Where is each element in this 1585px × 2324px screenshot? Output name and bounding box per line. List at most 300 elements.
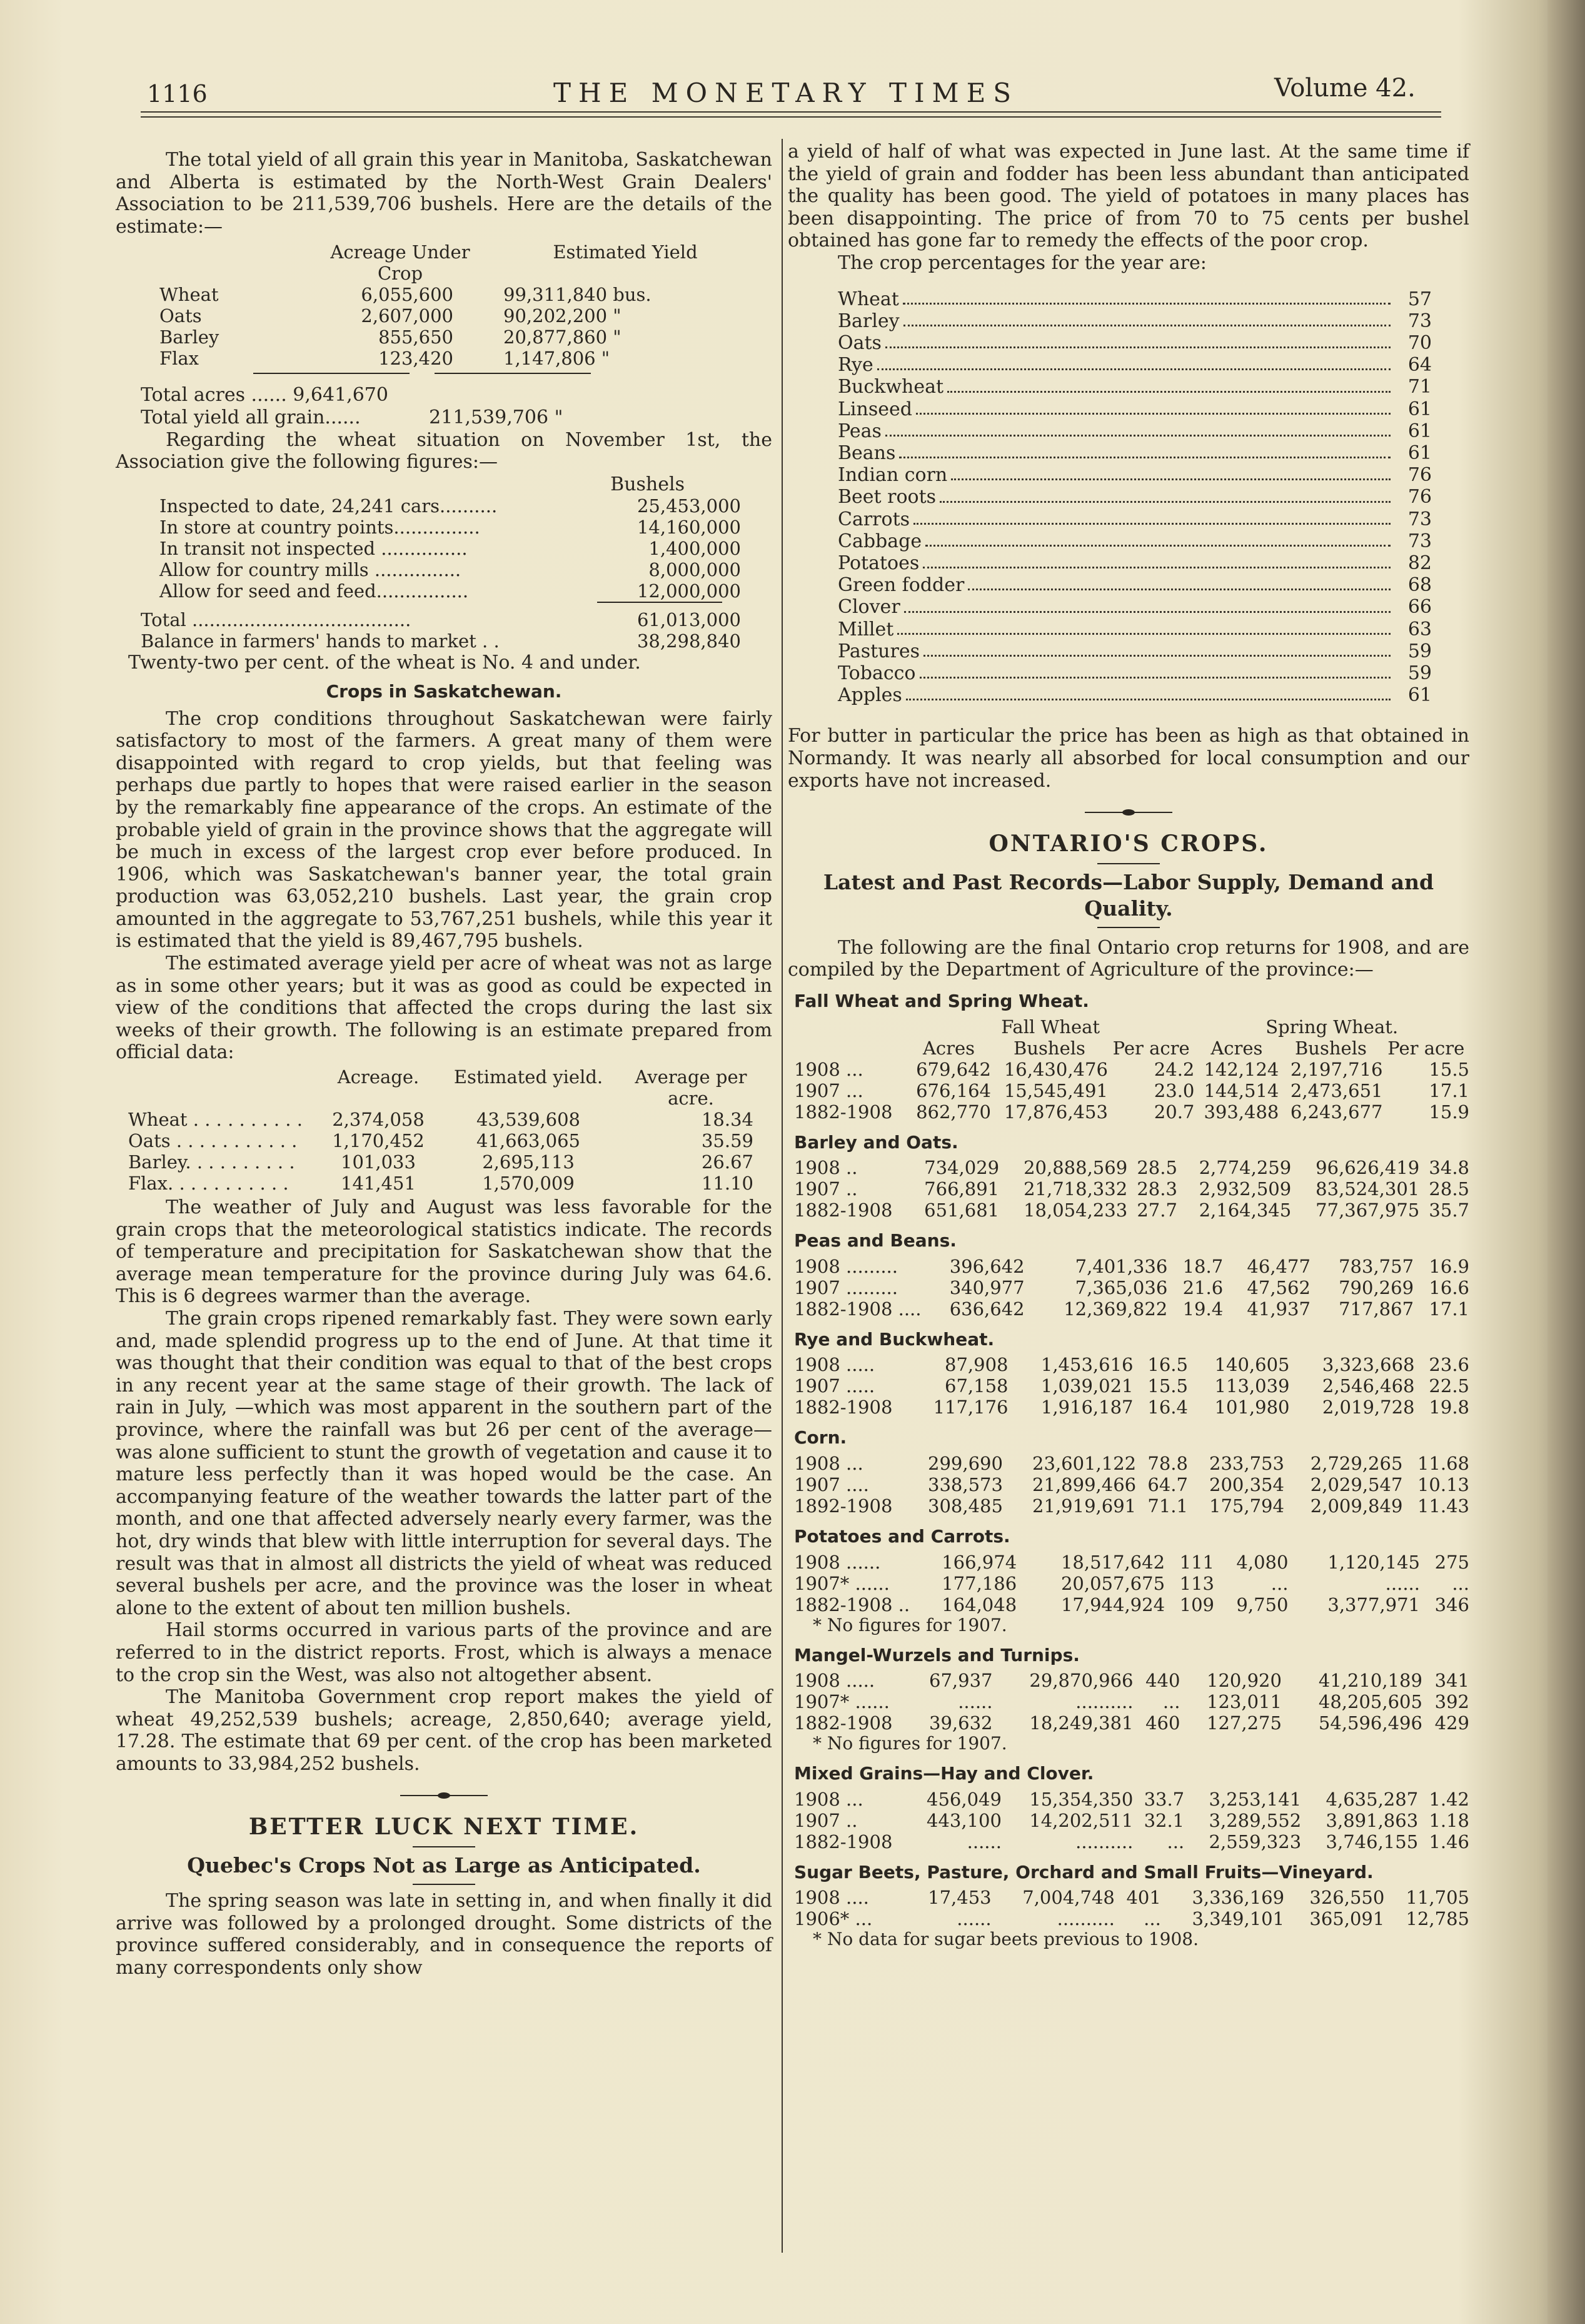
cell-value: 3,289,552 [1209, 1809, 1302, 1831]
group-header-row [788, 1016, 1469, 1038]
twenty-two-note: Twenty-two per cent. of the wheat is No. 4 and under. [128, 652, 641, 674]
wheat-situation-totals [116, 609, 772, 652]
cell-value: .......... [1075, 1831, 1134, 1852]
crop-name: Beet roots [838, 486, 937, 508]
yield-value: 1,570,009 [482, 1173, 575, 1195]
cell-value: 401 [1126, 1887, 1161, 1909]
cell-value: 2,019,728 [1322, 1397, 1415, 1418]
group-header-spring: Spring Wheat. [1265, 1016, 1399, 1038]
cell-value: ...... [957, 1908, 992, 1930]
percentage-value: 59 [1407, 662, 1432, 685]
table-row [788, 1691, 1469, 1712]
situation-value: 8,000,000 [648, 559, 741, 581]
cell-value: 101,980 [1214, 1397, 1290, 1418]
year-label: 1908 ... [794, 1788, 863, 1810]
grain-estimate-table [116, 241, 772, 369]
cell-value: 2,932,509 [1199, 1178, 1292, 1200]
column-header-row [788, 1038, 1469, 1059]
leader-dots [877, 354, 1391, 370]
acreage-value: 2,607,000 [361, 305, 453, 327]
cell-value: 24.2 [1154, 1058, 1195, 1080]
cell-value: ... [1271, 1572, 1289, 1594]
cell-value: 32.1 [1144, 1809, 1185, 1831]
crop-name: Beans [838, 442, 896, 464]
percentage-value: 82 [1407, 552, 1432, 574]
cell-value: 17.1 [1429, 1298, 1469, 1320]
year-label: 1882-1908 [794, 1397, 893, 1418]
year-label: 1908 .. [794, 1157, 858, 1179]
cell-value: 4,635,287 [1326, 1788, 1419, 1810]
table-row [116, 1173, 772, 1194]
sask-estimate-table [116, 1066, 772, 1194]
table-row [788, 1059, 1469, 1080]
t3-header-yield: Estimated yield. [453, 1066, 603, 1088]
cell-value: 113 [1179, 1572, 1214, 1594]
sask-paragraph-5: Hail storms occurred in various parts of the province and are referred to in the district reports. Frost, which is always a menace to the crop sin the West, was also not altogether absent. [116, 1619, 772, 1686]
avg-value: 26.67 [701, 1151, 753, 1173]
cell-value: ... [1144, 1908, 1161, 1930]
crop-table [788, 1256, 1469, 1320]
crop-name: Peas [838, 420, 882, 442]
cell-value: 429 [1434, 1712, 1469, 1734]
year-label: 1908 ..... [794, 1670, 875, 1692]
section-heading: Sugar Beets, Pasture, Orchard and Small Fruits—Vineyard. [794, 1861, 1374, 1882]
cell-value: 7,365,036 [1075, 1276, 1168, 1298]
yield-value: 2,695,113 [482, 1151, 575, 1173]
cell-value: 47,562 [1247, 1276, 1311, 1298]
leader-dots [906, 684, 1391, 700]
percentage-value: 76 [1407, 464, 1432, 487]
t2-rule [597, 602, 722, 603]
year-label: 1882-1908 .... [794, 1298, 922, 1320]
section-heading: Peas and Beans. [794, 1230, 957, 1251]
volume-label: Volume 42. [1274, 74, 1416, 103]
cell-value: 142,124 [1204, 1058, 1279, 1080]
percentage-row [838, 288, 1432, 310]
cell-value: 71.1 [1147, 1495, 1188, 1517]
cell-value: 29,870,966 [1029, 1670, 1134, 1692]
cell-value: 783,757 [1339, 1255, 1414, 1277]
cell-value: 19.4 [1182, 1298, 1224, 1320]
cell-value: 33.7 [1144, 1788, 1185, 1810]
year-label: 1892-1908 [794, 1495, 893, 1517]
total-yield-row [116, 407, 772, 429]
cell-value: 862,770 [916, 1101, 991, 1123]
year-label: 1882-1908 [794, 1831, 893, 1852]
percentages-list [838, 288, 1432, 707]
cell-value: 144,514 [1204, 1079, 1279, 1101]
leader-dots [904, 596, 1391, 612]
section-heading: Mixed Grains—Hay and Clover. [794, 1763, 1094, 1784]
cell-value: 734,029 [924, 1157, 1000, 1179]
crop-table [788, 1354, 1469, 1418]
acreage-value: 855,650 [378, 326, 453, 348]
section-heading: Barley and Oats. [794, 1131, 959, 1153]
cell-value: 766,891 [924, 1178, 1000, 1200]
cell-value: 19.8 [1429, 1397, 1469, 1418]
cell-value: 123,011 [1207, 1691, 1282, 1713]
cell-value: 2,164,345 [1199, 1200, 1292, 1221]
total-yield-label: Total yield all grain...... [141, 406, 361, 428]
cell-value: 16.9 [1429, 1255, 1469, 1277]
leader-dots [899, 442, 1391, 458]
cell-value: 443,100 [927, 1809, 1002, 1831]
table-row [116, 326, 772, 348]
t2-balance-label: Balance in farmers' hands to market . . [141, 630, 500, 652]
year-label: 1882-1908 .. [794, 1594, 910, 1615]
cell-value: 11.68 [1417, 1452, 1469, 1474]
crop-table [788, 1552, 1469, 1615]
cell-value: 2,546,468 [1322, 1375, 1415, 1397]
percentage-row [838, 442, 1432, 464]
yield-value: 90,202,200 " [503, 305, 621, 327]
wheat-situation-table [116, 495, 772, 602]
crop-name: Cabbage [838, 530, 922, 552]
cell-value: 17,876,453 [1004, 1101, 1108, 1123]
ontario-title: ONTARIO'S CROPS. [989, 831, 1269, 857]
ontario-subtitle: Latest and Past Records—Labor Supply, Demand and Quality. [823, 869, 1434, 921]
section-heading: Corn. [794, 1427, 847, 1448]
crop-name: Flax [159, 348, 199, 370]
table-row [788, 1887, 1469, 1908]
percentage-value: 59 [1407, 640, 1432, 662]
section-heading: Mangel-Wurzels and Turnips. [794, 1644, 1080, 1665]
cell-value: 17,453 [928, 1887, 992, 1909]
table-row [788, 1831, 1469, 1852]
situation-label: Inspected to date, 24,241 cars.......... [159, 495, 498, 517]
table-row [788, 1474, 1469, 1495]
better-luck-title: BETTER LUCK NEXT TIME. [248, 1814, 640, 1841]
cell-value: 9,750 [1236, 1594, 1289, 1615]
year-label: 1882-1908 [794, 1200, 893, 1221]
crop-name: Rye [838, 354, 873, 376]
table-row [116, 305, 772, 326]
ornament-divider [400, 1792, 488, 1799]
cell-value: 679,642 [916, 1058, 991, 1080]
cell-value: 16,430,476 [1004, 1058, 1108, 1080]
year-label: 1907 .. [794, 1178, 858, 1200]
table-row [788, 1712, 1469, 1734]
t2-total-value: 61,013,000 [637, 609, 741, 631]
cell-value: 21,899,466 [1032, 1473, 1137, 1495]
t2-total-row [116, 609, 772, 630]
crop-name: Barley [159, 326, 219, 348]
percentage-value: 73 [1407, 530, 1432, 552]
cell-value: 7,401,336 [1075, 1255, 1168, 1277]
table-row [788, 1495, 1469, 1517]
percentage-value: 61 [1407, 398, 1432, 420]
cell-value: 10.13 [1417, 1473, 1469, 1495]
crop-name: Apples [838, 684, 902, 707]
table-row [788, 1810, 1469, 1831]
crop-table [788, 1453, 1469, 1517]
spacer [788, 1038, 907, 1059]
header-rule [141, 111, 1441, 113]
spacer [788, 1016, 907, 1038]
percentage-row [838, 640, 1432, 662]
year-label: 1907 ..... [794, 1375, 875, 1397]
cell-value: 3,746,155 [1326, 1831, 1419, 1852]
cell-value: 3,336,169 [1192, 1887, 1285, 1909]
column-header: Per acre [1112, 1037, 1190, 1059]
short-rule [413, 1846, 475, 1847]
cell-value: 200,354 [1209, 1473, 1284, 1495]
year-label: 1908 .... [794, 1887, 869, 1909]
percentage-value: 61 [1407, 442, 1432, 464]
sask-paragraph-4: The grain crops ripened remarkably fast. They were sown early and, made splendid progress up to the end of June. At that time it was thought that their condition was equal to that of the best crops in any recent year at the same stage of their growth. The lack of rain in July, —which was most apparent in the southern part of the province, where the rainfall was but 26 per cent of the average—was alone sufficient to stunt the growth of vegetation and cause it to mature less perfectly than it was hoped would be the case. An accompanying feature of the weather towards the latter part of the month, and one that affected adversely nearly every farmer, was the hot, dry winds that blew with little interruption for several days. The result was that in almost all districts the yield of wheat was reduced several bushels per acre, and the province was the loser in wheat alone to the extent of about ten million bushels. [116, 1308, 772, 1619]
percentage-row [838, 420, 1432, 442]
crop-name: Potatoes [838, 552, 920, 574]
crop-table [788, 1157, 1469, 1221]
cell-value: 22.5 [1429, 1375, 1469, 1397]
cell-value: 18,054,233 [1024, 1200, 1128, 1221]
ontario-tables [788, 990, 1469, 1949]
crop-name: Flax. . . . . . . . . . . [128, 1173, 289, 1195]
crop-name: Pastures [838, 640, 920, 662]
cell-value: 20,057,675 [1060, 1572, 1165, 1594]
table-row [788, 1552, 1469, 1573]
yield-value: 43,539,608 [476, 1109, 581, 1131]
year-label: 1907 .. [794, 1809, 858, 1831]
cell-value: .......... [1057, 1908, 1115, 1930]
situation-label: Allow for country mills ............... [159, 559, 461, 581]
cell-value: 299,690 [928, 1452, 1003, 1474]
regarding-paragraph: Regarding the wheat situation on November 1st, the Association give the following figures:— [116, 428, 772, 473]
cell-value: 717,867 [1339, 1298, 1414, 1320]
acreage-value: 6,055,600 [361, 284, 453, 306]
cell-value: 392 [1434, 1691, 1469, 1713]
year-label: 1882-1908 [794, 1712, 893, 1734]
cell-value: 111 [1179, 1551, 1214, 1573]
column-divider [782, 139, 783, 2253]
footnote: * No data for sugar beets previous to 1908. [813, 1929, 1199, 1950]
cell-value: 3,253,141 [1209, 1788, 1302, 1810]
continued-paragraph: a yield of half of what was expected in June last. At the same time if the yield of grain and fodder has been less abundant than anticipated the quality has been good. The yield of potatoes in many places has been disappointing. The price of from 70 to 75 cents per bushel obtained has gone far to remedy the effects of the poor crop. [788, 141, 1469, 252]
cell-value: 23.6 [1429, 1354, 1469, 1376]
crop-name: Wheat [838, 288, 899, 310]
table-row [788, 1200, 1469, 1221]
cell-value: 34.8 [1429, 1157, 1469, 1179]
percentage-value: 61 [1407, 684, 1432, 707]
table-row [788, 1080, 1469, 1101]
cell-value: 16.5 [1147, 1354, 1188, 1376]
cell-value: 28.5 [1429, 1178, 1469, 1200]
cell-value: 16.4 [1147, 1397, 1188, 1418]
table-row [788, 1101, 1469, 1123]
situation-value: 14,160,000 [637, 517, 741, 538]
crop-name: Linseed [838, 398, 912, 420]
cell-value: 3,377,971 [1327, 1594, 1420, 1615]
percentage-value: 71 [1407, 376, 1432, 398]
cell-value: 15,545,491 [1004, 1079, 1108, 1101]
table-row [788, 1157, 1469, 1178]
cell-value: 83,524,301 [1316, 1178, 1420, 1200]
cell-value: 27.7 [1137, 1200, 1177, 1221]
situation-value: 25,453,000 [637, 495, 741, 517]
cell-value: 16.6 [1429, 1276, 1469, 1298]
cell-value: 233,753 [1209, 1452, 1284, 1474]
total-yield-value: 211,539,706 " [429, 406, 563, 428]
yield-value: 99,311,840 bus. [503, 284, 652, 306]
masthead: THE MONETARY TIMES [553, 78, 1019, 108]
leader-dots [916, 398, 1391, 415]
year-label: 1908 ......... [794, 1255, 898, 1277]
cell-value: 4,080 [1236, 1551, 1289, 1573]
cell-value: 175,794 [1209, 1495, 1284, 1517]
table-row [116, 559, 772, 580]
cell-value: 790,269 [1339, 1276, 1414, 1298]
cell-value: 1,039,021 [1040, 1375, 1134, 1397]
cell-value: 341 [1434, 1670, 1469, 1692]
cell-value: 1.18 [1429, 1809, 1469, 1831]
acreage-value: 123,420 [378, 348, 453, 370]
crop-name: Oats . . . . . . . . . . . [128, 1130, 298, 1152]
cell-value: 48,205,605 [1318, 1691, 1422, 1713]
percentage-row [838, 398, 1432, 420]
cell-value: 1,120,145 [1327, 1551, 1420, 1573]
cell-value: 67,158 [945, 1375, 1009, 1397]
table-row [116, 1109, 772, 1130]
cell-value: 3,349,101 [1192, 1908, 1285, 1930]
cell-value: 676,164 [916, 1079, 991, 1101]
table-row [788, 1256, 1469, 1277]
cell-value: 1,916,187 [1040, 1397, 1134, 1418]
cell-value: 346 [1434, 1594, 1469, 1615]
percentage-value: 70 [1407, 331, 1432, 354]
butter-paragraph: For butter in particular the price has been as high as that obtained in Normandy. It was nearly all absorbed for local consumption and our exports have not increased. [788, 725, 1469, 792]
acreage-value: 1,170,452 [332, 1130, 425, 1152]
crop-name: Barley [838, 310, 900, 332]
table-row [788, 1298, 1469, 1320]
table-row [788, 1594, 1469, 1615]
cell-value: 41,210,189 [1318, 1670, 1422, 1692]
cell-value: 77,367,975 [1316, 1200, 1420, 1221]
better-luck-subtitle: Quebec's Crops Not as Large as Anticipated. [187, 1853, 701, 1878]
cell-value: 46,477 [1247, 1255, 1311, 1277]
cell-value: 87,908 [945, 1354, 1009, 1376]
column-header: Acres [922, 1037, 975, 1059]
percentage-row [838, 552, 1432, 574]
percentages-intro: The crop percentages for the year are: [838, 251, 1207, 274]
cell-value: 64.7 [1147, 1473, 1188, 1495]
acreage-value: 101,033 [341, 1151, 416, 1173]
t2-balance-value: 38,298,840 [637, 630, 741, 652]
total-acres-value: 9,641,670 [293, 384, 388, 407]
year-label: 1908 ... [794, 1058, 863, 1080]
column-header: Bushels [1295, 1037, 1367, 1059]
avg-value: 35.59 [701, 1130, 753, 1152]
leader-dots [925, 530, 1391, 547]
table-row [788, 1277, 1469, 1298]
cell-value: 393,488 [1204, 1101, 1279, 1123]
leader-dots [885, 420, 1391, 437]
cell-value: 113,039 [1214, 1375, 1290, 1397]
percentage-row [838, 619, 1432, 640]
cell-value: 23.0 [1154, 1079, 1195, 1101]
crop-table [788, 1016, 1469, 1123]
leader-dots [897, 619, 1391, 635]
cell-value: 41,937 [1247, 1298, 1311, 1320]
cell-value: 6,243,677 [1290, 1101, 1383, 1123]
percentage-row [838, 376, 1432, 398]
cell-value: 456,049 [927, 1788, 1002, 1810]
situation-label: In store at country points............... [159, 517, 480, 538]
cell-value: ...... [1385, 1572, 1420, 1594]
leader-dots [920, 662, 1391, 679]
col-header-acreage: Acreage Under Crop [330, 241, 470, 285]
left-column [116, 149, 772, 1979]
short-rule-4 [1097, 927, 1160, 928]
right-column [788, 141, 1469, 1949]
cell-value: 20,888,569 [1024, 1157, 1128, 1179]
yield-value: 1,147,806 " [503, 348, 610, 370]
cell-value: 28.3 [1137, 1178, 1177, 1200]
cell-value: 15,354,350 [1029, 1788, 1134, 1810]
percentage-row [838, 486, 1432, 508]
crop-name: Millet [838, 618, 894, 640]
leader-dots [940, 486, 1391, 502]
situation-label: Allow for seed and feed................ [159, 580, 469, 602]
year-label: 1908 ..... [794, 1354, 875, 1376]
table-row [116, 1130, 772, 1151]
crop-name: Wheat [159, 284, 219, 306]
cell-value: 7,004,748 [1022, 1887, 1115, 1909]
year-label: 1906* ... [794, 1908, 873, 1930]
cell-value: 17,944,924 [1060, 1594, 1165, 1615]
percentage-row [838, 530, 1432, 552]
table-row [116, 517, 772, 538]
leader-dots [903, 310, 1391, 326]
avg-value: 18.34 [701, 1109, 753, 1131]
cell-value: 2,009,849 [1310, 1495, 1403, 1517]
section-heading: Fall Wheat and Spring Wheat. [794, 990, 1089, 1011]
percentage-row [838, 508, 1432, 530]
t3-header-avg: Average per acre. [635, 1066, 747, 1109]
cell-value: 365,091 [1309, 1908, 1385, 1930]
cell-value: 3,323,668 [1322, 1354, 1415, 1376]
footnote: * No figures for 1907. [813, 1614, 1007, 1635]
crop-name: Green fodder [838, 574, 965, 597]
acreage-value: 2,374,058 [332, 1109, 425, 1131]
percentage-row [838, 574, 1432, 596]
situation-value: 12,000,000 [637, 580, 741, 602]
year-label: 1907 .... [794, 1473, 869, 1495]
t2-balance-row [116, 630, 772, 652]
table-row [788, 1908, 1469, 1929]
cell-value: 127,275 [1207, 1712, 1282, 1734]
crop-name: Oats [159, 305, 202, 327]
cell-value: .......... [1075, 1691, 1134, 1713]
percentage-value: 73 [1407, 310, 1432, 332]
cell-value: 117,176 [933, 1397, 1009, 1418]
acreage-value: 141,451 [341, 1173, 416, 1195]
cell-value: 15.5 [1147, 1375, 1188, 1397]
year-label: 1907* ...... [794, 1691, 890, 1713]
crop-name: Clover [838, 596, 900, 619]
t2-total-label: Total ...................................... [141, 609, 411, 631]
table-row [116, 348, 772, 369]
cell-value: 275 [1434, 1551, 1469, 1573]
total-acres-label: Total acres ...... [141, 384, 287, 407]
cell-value: 39,632 [929, 1712, 993, 1734]
crop-name: Barley. . . . . . . . . . [128, 1151, 295, 1173]
crop-name: Indian corn [838, 464, 948, 487]
cell-value: 23,601,122 [1032, 1452, 1137, 1474]
percentage-value: 63 [1407, 618, 1432, 640]
cell-value: 54,596,496 [1318, 1712, 1422, 1734]
cell-value: 18.7 [1182, 1255, 1224, 1277]
cell-value: 12,785 [1406, 1908, 1469, 1930]
